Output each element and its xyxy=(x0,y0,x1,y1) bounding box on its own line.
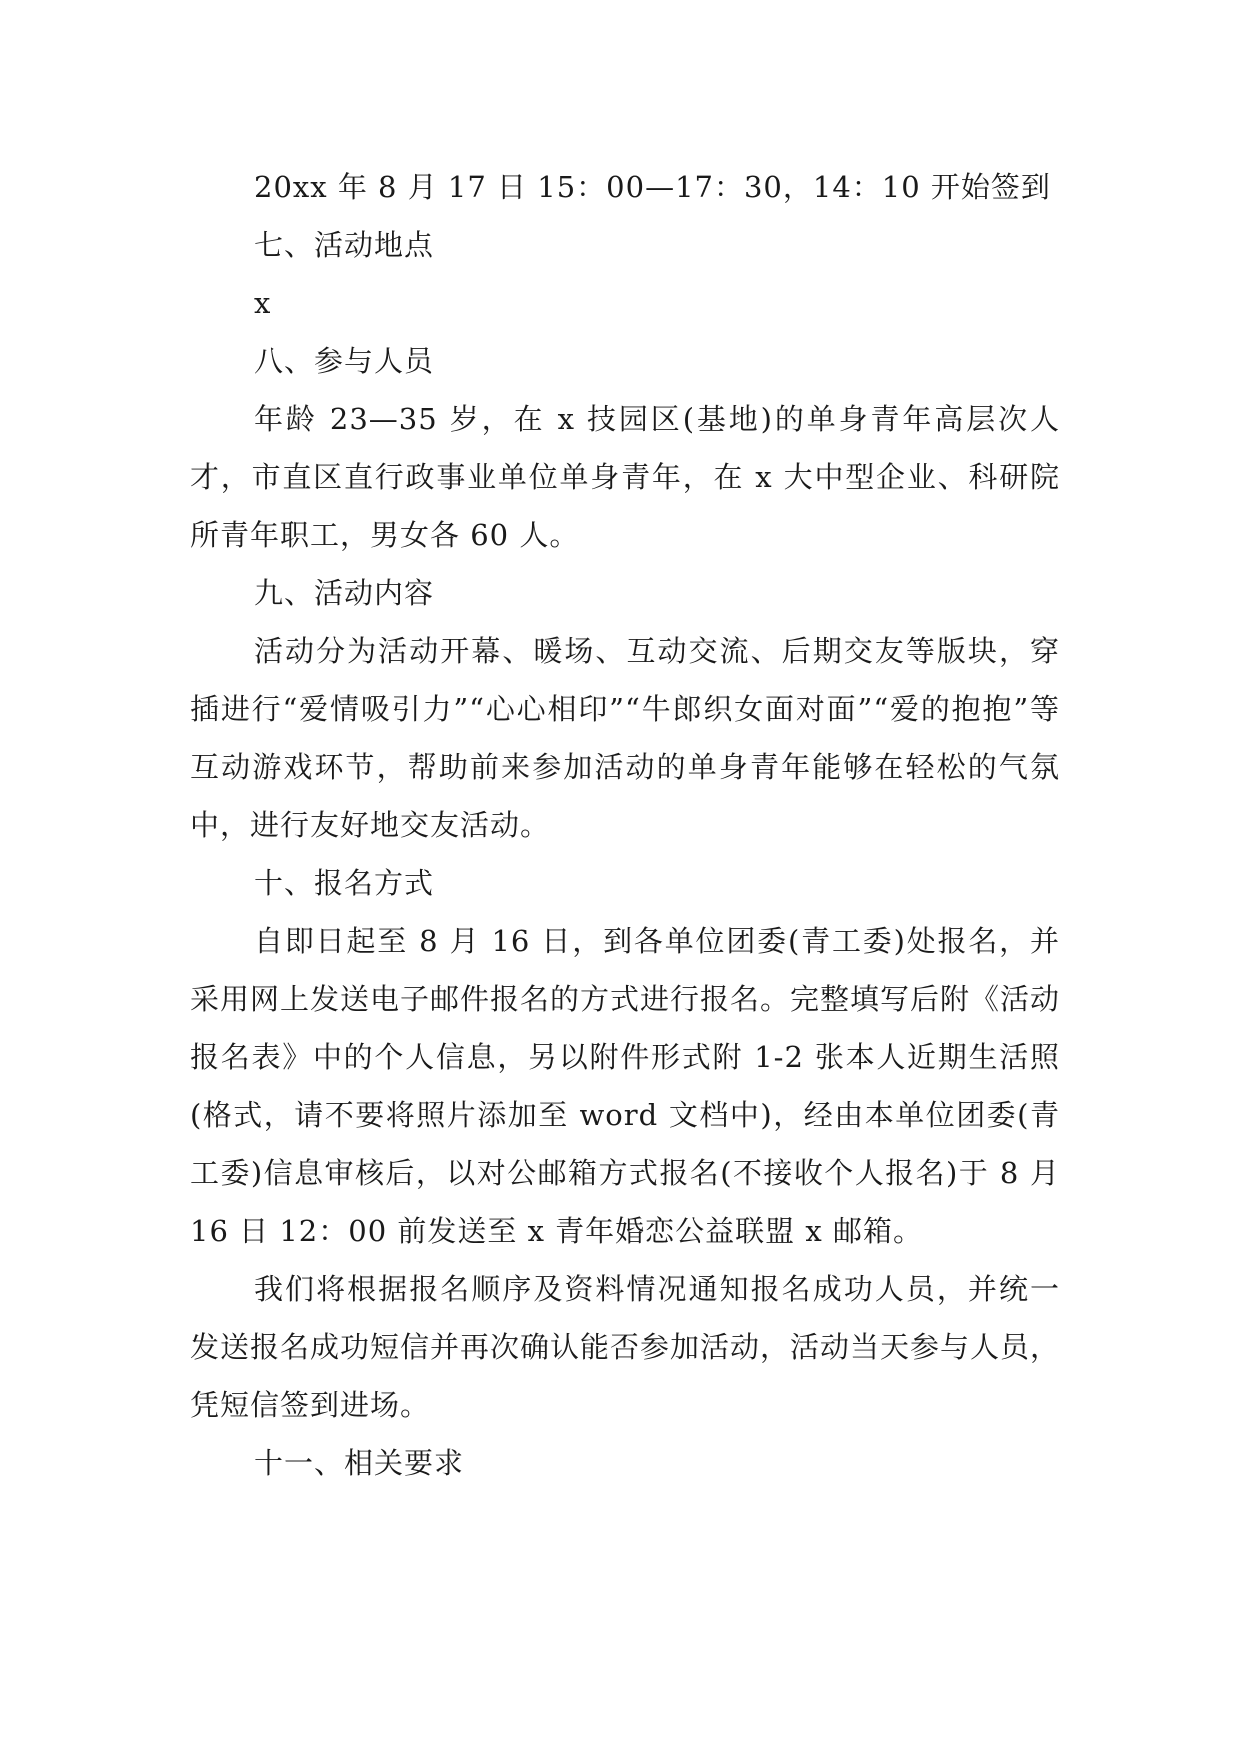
document-body xyxy=(190,158,1071,1492)
content-text: 活动分为活动开幕、暖场、互动交流、后期交友等版块，穿插进行“爱情吸引力”“心心相印”“牛郎织女面对面”“爱的抱抱”等互动游戏环节，帮助前来参加活动的单身青年能够在轻松的气氛中，进行友好地交友活动。 xyxy=(190,634,1060,842)
section-heading-participants: 八、参与人员 xyxy=(254,344,435,378)
section-heading-content: 九、活动内容 xyxy=(254,576,435,610)
notification-text: 我们将根据报名顺序及资料情况通知报名成功人员，并统一发送报名成功短信并再次确认能否参加活动，活动当天参与人员，凭短信签到进场。 xyxy=(190,1272,1061,1422)
location-text: x xyxy=(254,286,272,320)
event-time-text: 20xx 年 8 月 17 日 15：00—17：30，14：10 开始签到 xyxy=(254,170,1051,204)
section-heading-requirements: 十一、相关要求 xyxy=(254,1446,465,1480)
section-heading-location: 七、活动地点 xyxy=(254,228,435,262)
participants-text: 年龄 23—35 岁，在 x 技园区(基地)的单身青年高层次人才，市直区直行政事业单位单身青年，在 x 大中型企业、科研院所青年职工，男女各 60 人。 xyxy=(190,402,1060,552)
registration-text: 自即日起至 8 月 16 日，到各单位团委(青工委)处报名，并采用网上发送电子邮件报名的方式进行报名。完整填写后附《活动报名表》中的个人信息，另以附件形式附 1-2 张本人近期生活照(格式，请不要将照片添加至 word 文档中)，经由本单位团委(青工委)信息审核后，以对公邮箱方式报名(不接收个人报名)于 8 月 16 日 12：00 前发送至 x 青年婚恋公益联盟 x 邮箱。 xyxy=(190,924,1071,1248)
section-heading-registration: 十、报名方式 xyxy=(254,866,435,900)
